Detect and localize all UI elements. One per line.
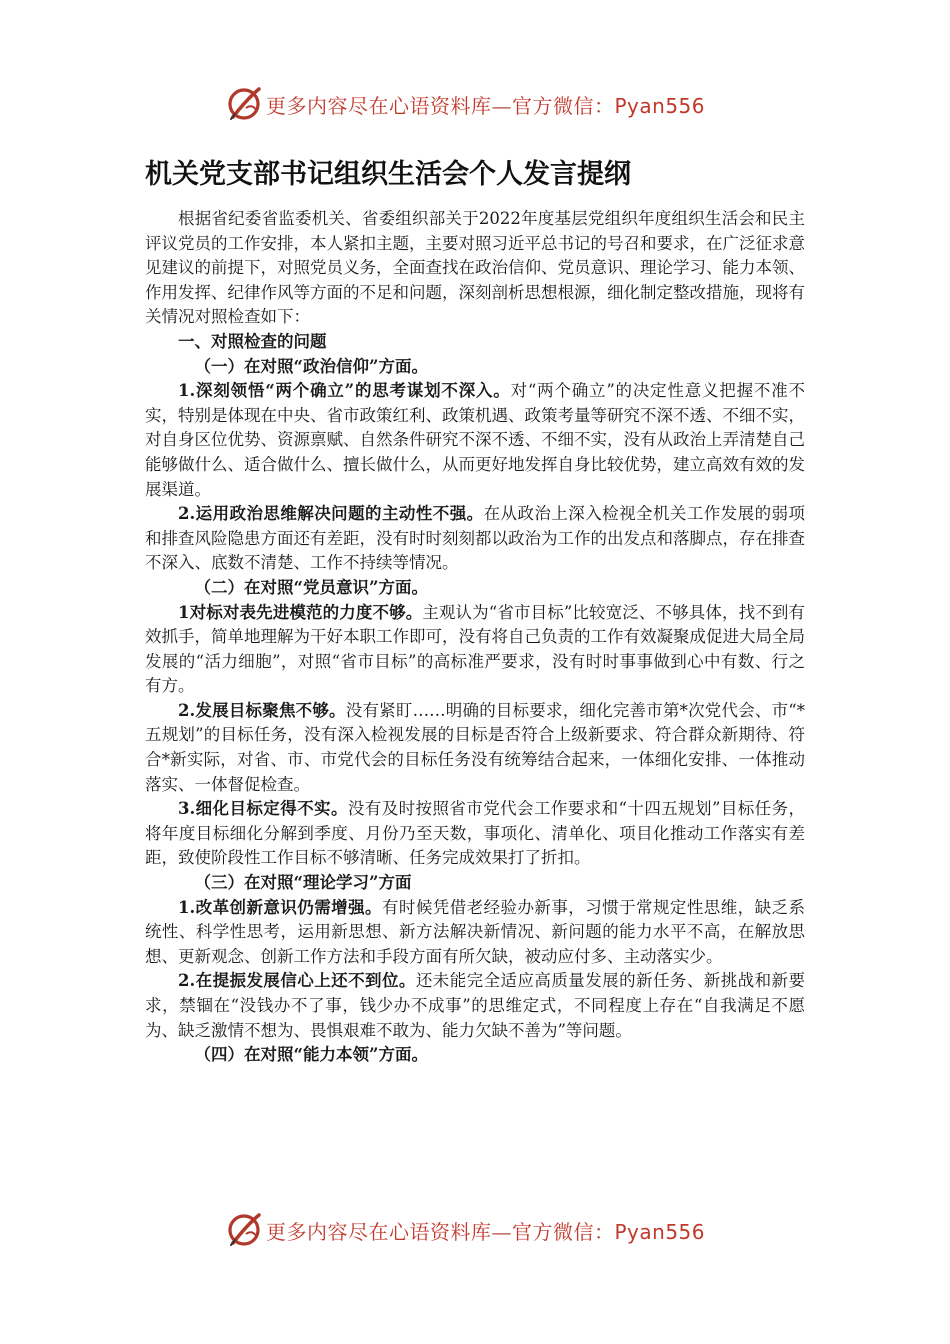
banner-text: 更多内容尽在心语资料库—官方微信：Pyan556 bbox=[266, 1219, 706, 1244]
section-heading: 一、对照检查的问题 bbox=[178, 331, 327, 351]
intro-paragraph: 根据省纪委省监委机关、省委组织部关于2022年度基层党组织年度组织生活会和民主评议党员的工作安排，本人紧扣主题，主要对照习近平总书记的号召和要求，在广泛征求意见建议的前提下，对照党员义务，全面查找在政治信仰、党员意识、理论学习、能力本领、作用发挥、纪律作风等方面的不足和问题，深刻剖析思想根源，细化制定整改措施，现将有关情况对照检查如下： bbox=[145, 209, 805, 327]
header-banner bbox=[226, 84, 746, 124]
document-title: 机关党支部书记组织生活会个人发言提纲 bbox=[145, 159, 631, 190]
subsection-heading: （三）在对照“理论学习”方面 bbox=[194, 873, 412, 893]
subsection-heading: （一）在对照“政治信仰”方面。 bbox=[194, 356, 428, 376]
paragraph: 1对标对表先进模范的力度不够。主观认为“省市目标”比较宽泛、不够具体，找不到有效抓手，简单地理解为干好本职工作即可，没有将自己负责的工作有效凝聚成促进大局全局发展的“活力细胞”，对照“省市目标”的高标准严要求，没有时时事事做到心中有数、行之有方。 bbox=[145, 602, 805, 696]
pen-quill-icon bbox=[226, 1212, 262, 1248]
subsection-heading: （二）在对照“党员意识”方面。 bbox=[194, 577, 428, 597]
paragraph: 3.细化目标定得不实。没有及时按照省市党代会工作要求和“十四五规划”目标任务，将年度目标细化分解到季度、月份乃至天数，事项化、清单化、项目化推动工作落实有差距，致使阶段性工作目标不够清晰、任务完成效果打了折扣。 bbox=[145, 799, 805, 868]
paragraph: 2.运用政治思维解决问题的主动性不强。在从政治上深入检视全机关工作发展的弱项和排查风险隐患方面还有差距，没有时时刻刻都以政治为工作的出发点和落脚点，存在排查不深入、底数不清楚、工作不持续等情况。 bbox=[145, 504, 805, 573]
paragraph: 1.深刻领悟“两个确立”的思考谋划不深入。对“两个确立”的决定性意义把握不准不实，特别是体现在中央、省市政策红利、政策机遇、政策考量等研究不深不透、不细不实，对自身区位优势、资源禀赋、自然条件研究不深不透、不细不实，没有从政治上弄清楚自己能够做什么、适合做什么、擅长做什么，从而更好地发挥自身比较优势，建立高效有效的发展渠道。 bbox=[145, 381, 805, 499]
banner-text: 更多内容尽在心语资料库—官方微信：Pyan556 bbox=[266, 93, 706, 118]
document-body bbox=[145, 207, 805, 1068]
subsection-heading: （四）在对照“能力本领”方面。 bbox=[194, 1045, 428, 1065]
paragraph: 2.在提振发展信心上还不到位。还未能完全适应高质量发展的新任务、新挑战和新要求，禁锢在“没钱办不了事，钱少办不成事”的思维定式，不同程度上存在“自我满足不愿为、缺乏激情不想为、畏惧艰难不敢为、能力欠缺不善为”等问题。 bbox=[145, 971, 805, 1040]
paragraph: 1.改革创新意识仍需增强。有时候凭借老经验办新事，习惯于常规定性思维，缺乏系统性、科学性思考，运用新思想、新方法解决新情况、新问题的能力水平不高，在解放思想、更新观念、创新工作方法和手段方面有所欠缺，被动应付多、主动落实少。 bbox=[145, 897, 805, 966]
pen-quill-icon bbox=[226, 86, 262, 122]
paragraph: 2.发展目标聚焦不够。没有紧盯……明确的目标要求，细化完善市第*次党代会、市“*五规划”的目标任务，没有深入检视发展的目标是否符合上级新要求、符合群众新期待、符合*新实际，对省、市、市党代会的目标任务没有统筹结合起来，一体细化安排、一体推动落实、一体督促检查。 bbox=[145, 700, 805, 794]
footer-banner bbox=[226, 1210, 746, 1250]
